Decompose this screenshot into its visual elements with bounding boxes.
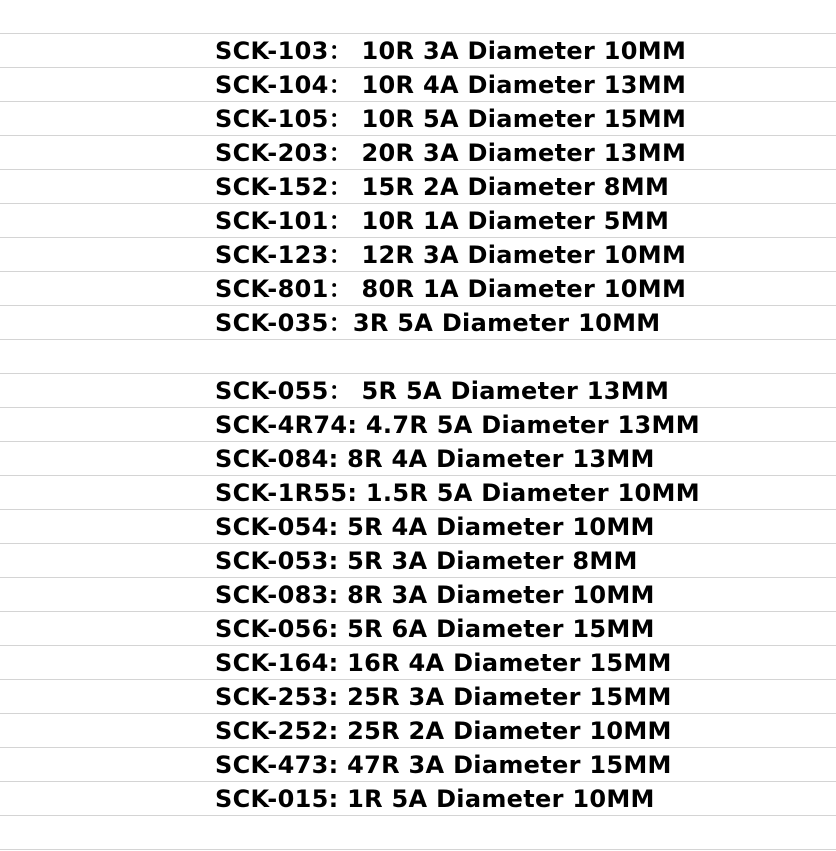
cell-text: SCK-083: 8R 3A Diameter 10MM	[215, 581, 655, 609]
sheet-row[interactable]	[0, 544, 836, 578]
sheet-row[interactable]	[0, 0, 836, 34]
cell-text: SCK-152： 15R 2A Diameter 8MM	[215, 173, 670, 201]
sheet-row[interactable]	[0, 782, 836, 816]
sheet-row[interactable]	[0, 646, 836, 680]
sheet-row[interactable]	[0, 340, 836, 374]
cell-text: SCK-473: 47R 3A Diameter 15MM	[215, 751, 672, 779]
sheet-row[interactable]	[0, 442, 836, 476]
cell-text: SCK-801： 80R 1A Diameter 10MM	[215, 275, 687, 303]
sheet-row[interactable]	[0, 748, 836, 782]
cell-text: SCK-1R55: 1.5R 5A Diameter 10MM	[215, 479, 700, 507]
cell-text: SCK-123： 12R 3A Diameter 10MM	[215, 241, 687, 269]
sheet-row[interactable]	[0, 578, 836, 612]
sheet-row[interactable]	[0, 272, 836, 306]
sheet-row[interactable]	[0, 612, 836, 646]
sheet-row[interactable]	[0, 680, 836, 714]
cell-text: SCK-084: 8R 4A Diameter 13MM	[215, 445, 655, 473]
sheet-row[interactable]	[0, 204, 836, 238]
sheet-row[interactable]	[0, 408, 836, 442]
cell-text: SCK-253: 25R 3A Diameter 15MM	[215, 683, 672, 711]
cell-text: SCK-203： 20R 3A Diameter 13MM	[215, 139, 687, 167]
sheet-row[interactable]	[0, 306, 836, 340]
sheet-row[interactable]	[0, 476, 836, 510]
sheet-row[interactable]	[0, 238, 836, 272]
sheet-row[interactable]	[0, 136, 836, 170]
cell-text: SCK-035：3R 5A Diameter 10MM	[215, 309, 661, 337]
sheet-row[interactable]	[0, 170, 836, 204]
sheet-row[interactable]	[0, 374, 836, 408]
cell-text: SCK-054: 5R 4A Diameter 10MM	[215, 513, 655, 541]
cell-text: SCK-252: 25R 2A Diameter 10MM	[215, 717, 672, 745]
cell-text: SCK-015: 1R 5A Diameter 10MM	[215, 785, 655, 813]
cell-text: SCK-4R74: 4.7R 5A Diameter 13MM	[215, 411, 700, 439]
sheet-row[interactable]	[0, 510, 836, 544]
sheet-row[interactable]	[0, 714, 836, 748]
cell-text: SCK-103： 10R 3A Diameter 10MM	[215, 37, 687, 65]
cell-text: SCK-101： 10R 1A Diameter 5MM	[215, 207, 670, 235]
cell-text: SCK-164: 16R 4A Diameter 15MM	[215, 649, 672, 677]
sheet-row[interactable]	[0, 68, 836, 102]
sheet-row[interactable]	[0, 102, 836, 136]
cell-text: SCK-055： 5R 5A Diameter 13MM	[215, 377, 670, 405]
cell-text: SCK-056: 5R 6A Diameter 15MM	[215, 615, 655, 643]
sheet-row[interactable]	[0, 816, 836, 850]
cell-text: SCK-104： 10R 4A Diameter 13MM	[215, 71, 687, 99]
sheet-row[interactable]	[0, 34, 836, 68]
cell-text: SCK-053: 5R 3A Diameter 8MM	[215, 547, 638, 575]
cell-text: SCK-105： 10R 5A Diameter 15MM	[215, 105, 687, 133]
